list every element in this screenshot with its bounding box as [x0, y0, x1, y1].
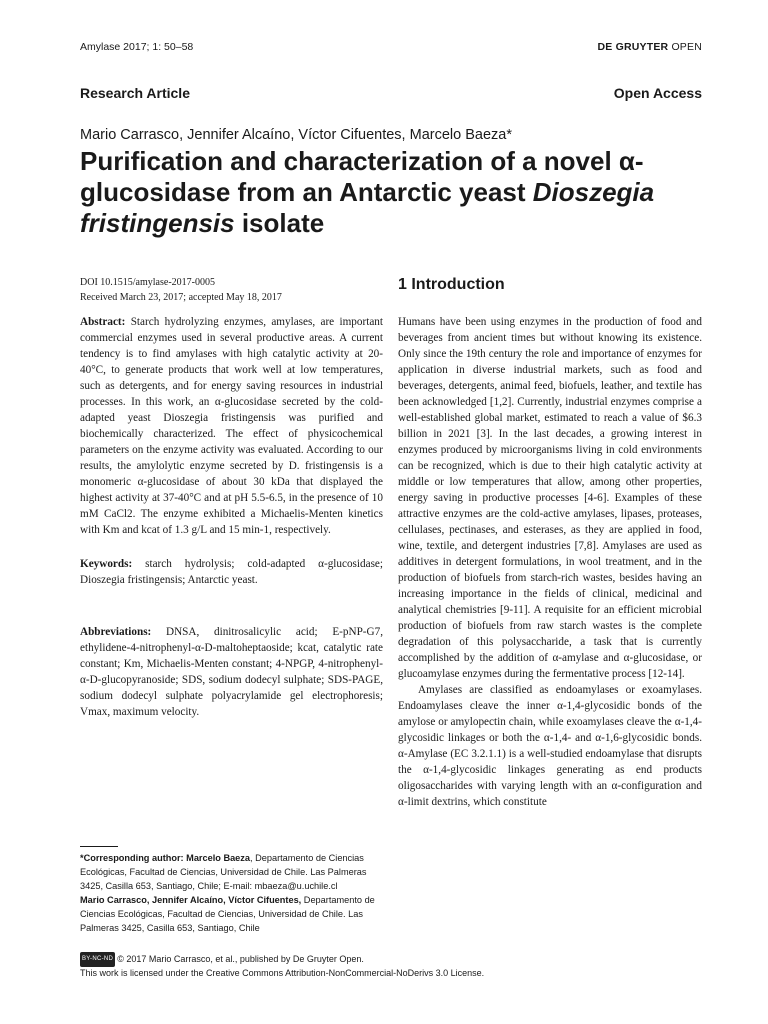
corresponding-text: , Departamento de Ciencias Ecológicas, Facultad de Ciencias, Universidad de Chile. Las Palmeras 3425, Casilla 653, Santiago, Chile; E-mail: mbaeza@u.uchile.cl: [80, 853, 367, 891]
copyright-line: [80, 952, 500, 967]
keywords-text: starch hydrolysis; cold-adapted α-glucosidase; Dioszegia fristingensis; Antarctic yeast.: [80, 558, 383, 586]
cc-license-icon: BY-NC-ND: [80, 952, 115, 967]
co-authors-text: Departamento de Ciencias Ecológicas, Facultad de Ciencias, Universidad de Chile. Las Palmeras 3425, Casilla 653, Santiago, Chile: [80, 895, 375, 933]
copyright-text: © 2017 Mario Carrasco, et al., published by De Gruyter Open.: [117, 953, 364, 964]
footnotes: [80, 851, 383, 935]
section-heading-introduction: 1 Introduction: [398, 276, 505, 293]
license: [80, 952, 500, 980]
keywords: [80, 556, 383, 588]
abbreviations-label: Abbreviations:: [80, 626, 152, 638]
keywords-label: Keywords:: [80, 558, 133, 570]
corresponding-author: [80, 851, 383, 893]
co-authors: [80, 893, 383, 935]
intro-paragraph-2: Amylases are classified as endoamylases or exoamylases. Endoamylases cleave the inner α-1,4-glycosidic bonds of the amylose or amylopectin chain, while exoamylases cleave the α-1,4-glycosidic linkages or both the α-1,4- and α-1,6-glycosidic bonds. α-Amylase (EC 3.2.1.1) is a well-studied endoamylase that disrupts the α-1,4-glycosidic linkages generating as end products oligosaccharides with varying length with an α-configuration and α-limit dextrins, which constitute: [398, 684, 702, 808]
publisher-logo: [597, 41, 702, 53]
author-list: Mario Carrasco, Jennifer Alcaíno, Víctor Cifuentes, Marcelo Baeza*: [80, 127, 512, 143]
abstract: [80, 314, 383, 538]
journal-citation: Amylase 2017; 1: 50–58: [80, 41, 194, 53]
abstract-label: Abstract:: [80, 316, 126, 328]
right-column: [398, 314, 702, 810]
abstract-text: Starch hydrolyzing enzymes, amylases, are important commercial enzymes used in several productive areas. A current tendency is to find amylases with high catalytic activity at 20-40°C, to generate products that work well at low temperatures, such as detergents, and for energy saving resources in industrial processes. In this work, an α-glucosidase secreted by the cold-adapted yeast Dioszegia fristingensis was purified and biochemically characterized. The effect of physicochemical parameters on the enzyme activity was evaluated. According to our results, the amylolytic enzyme secreted by D. fristingensis is a monomeric α-glucosidase of about 30 kDa that displayed the highest activity at 37-40°C and at pH 5.5-6.5, in the presence of 10 mM CaCl2. The enzyme exhibited a Michaelis-Menten kinetics with Km and kcat of 1.3 g/L and 15 min-1, respectively.: [80, 316, 383, 536]
abbreviations-text: DNSA, dinitrosalicylic acid; E-pNP-G7, ethylidene-4-nitrophenyl-α-D-maltoheptaoside; kcat, catalytic rate constant; Km, Michaelis-Menten constant; 4-NPGP, 4-nitrophenyl-α-D-glucopyranoside; SDS, sodium dodecyl sulphate; SDS-PAGE, sodium dodecyl sulphate polyacrylamide gel electrophoresis; Vmax, maximum velocity.: [80, 626, 383, 718]
open-access-label: Open Access: [613, 85, 702, 101]
title-part-1: Purification and characterization of a novel α-glucosidase from an Antarctic yeast: [80, 146, 644, 207]
received-dates: Received March 23, 2017; accepted May 18, 2017: [80, 292, 282, 303]
co-authors-label: Mario Carrasco, Jennifer Alcaíno, Víctor Cifuentes,: [80, 895, 302, 905]
footnote-divider: [80, 846, 118, 847]
title-part-2: isolate: [234, 208, 325, 238]
article-meta: [80, 275, 282, 305]
left-column: [80, 314, 383, 732]
intro-paragraph-1: Humans have been using enzymes in the production of food and beverages from ancient times but without knowing its existence. Only since the 19th century the role and importance of enzymes for application in diverse industrial markets, such as food and beverages, detergents, animal feed, biofuels, leather, and textile has been acknowledged [1,2]. Currently, industrial enzymes comprise a well-established global market, estimated to reach a value of $6.3 billion in 2021 [3]. In the last decades, a growing interest in enzymes produced by microorganisms living in cold environments can be recognized, which is due to their high catalytic activity at middle or low temperatures that allow, among other properties, energy saving in productive processes [4-6]. Examples of these attractive enzymes are the cold-active amylases, lipases, proteases, cellulases, pectinases, and esterases, as they are applied in food, wine, textile, and detergent industries [7,8]. Amylases are used as additives in detergent formulations, in wool treatment, and in the production of biofuels from starch-rich wastes, besides having an increasing importance in the fields of clinical, medicinal and analytical chemistries [9-11]. A requisite for an efficient microbial production of biofuels from raw starch wastes is the complete degradation of this polysaccharide, a task that is currently accomplished by the addition of α-amylase and α-glucosidase, or glucoamylase enzymes during the fermentative process [12-14].: [398, 316, 702, 680]
article-type: Research Article: [80, 85, 190, 101]
license-text: This work is licensed under the Creative Commons Attribution-NonCommercial-NoDerivs 3.0 License.: [80, 968, 485, 978]
corresponding-label: *Corresponding author: Marcelo Baeza: [80, 853, 250, 863]
doi: DOI 10.1515/amylase-2017-0005: [80, 277, 215, 288]
abbreviations: [80, 624, 383, 720]
publisher-open: OPEN: [671, 41, 702, 53]
article-title: [80, 146, 700, 239]
title-species: Dioszegia fristingensis: [80, 177, 655, 238]
publisher-name: DE GRUYTER: [597, 41, 669, 53]
